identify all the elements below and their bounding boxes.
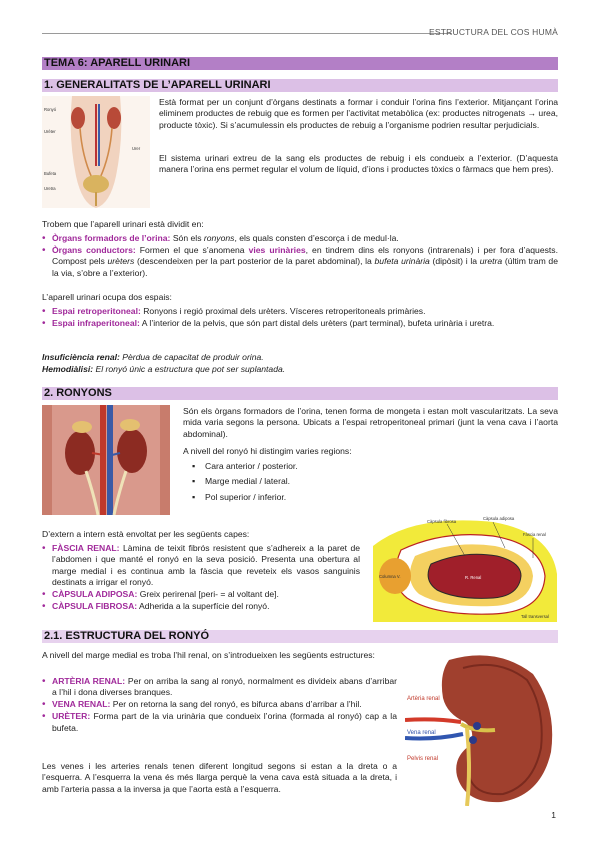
list-item-vena-renal: • VENA RENAL: Per on retorna la sang del ronyó, es bifurca abans d’arribar a l’hil. xyxy=(42,699,397,710)
list-item-capsula-fibrosa: • CÀPSULA FIBROSA: Adherida a la superfície del ronyó. xyxy=(42,601,360,612)
s2-p2: A nivell del ronyó hi distingim varies regions: xyxy=(183,446,352,456)
s21-closing: Les venes i les arteries renals tenen diferent longitud segons si estan a la dreta o a l’esquerra. A l’esquerra la vena és més llarga perquè la vena cava està situada a la dreta, i amb l’arteria passa a la inversa ja que l’aorta està a l’esquerra. xyxy=(42,761,397,794)
fig-label-arteria: Artèria renal xyxy=(407,696,440,702)
list-item-infraperitoneal: • Espai infraperitoneal: A l’interior de la pelvis, que són part distal dels urèters (part terminal), bufeta urinària i uretra. xyxy=(42,318,558,329)
fig-label-uretra: Uretra xyxy=(44,186,56,191)
s1-intro-p2: El sistema urinari extreu de la sang els productes de rebuig i els condueix a l’exterior. (D’aquesta manera l’orina ens permet regular el volum de líquid, d’ions i productes tòxics o fàrmacs que hem pres). xyxy=(159,153,558,175)
s2-layer-list xyxy=(42,543,360,613)
section-2-title: 2. RONYONS xyxy=(42,387,558,400)
fig-label-urer: Urer xyxy=(132,146,141,151)
label-capsula-adiposa: Càpsula adiposa xyxy=(483,516,515,521)
kidneys-anatomy-figure xyxy=(42,405,170,515)
list-item-ureter: • URÈTER: Forma part de la via urinària que condueix l’orina (formada al ronyó) cap a la bufeta. xyxy=(42,711,397,734)
urinary-system-figure xyxy=(42,96,150,208)
insuficiencia-renal: Insuficiència renal: Pèrdua de capacitat de produir orina. xyxy=(42,352,264,362)
header-rule xyxy=(42,33,452,34)
label-ronyo: R. Renal xyxy=(465,575,482,580)
s2-region-list xyxy=(183,461,558,507)
list-item-region: ▪ Pol superior / inferior. xyxy=(183,492,558,503)
label-tall-transversal: Tall transversal xyxy=(521,614,549,619)
label-capsula-fibrosa: Càpsula fibrosa xyxy=(427,519,457,524)
s2-p1: Són els òrgans formadors de l’orina, tenen forma de mongeta i estan molt vascularitzats. La seva mida varia segons la persona. Ubicats a l’espai retroperitoneal primari (junt la vena cava i l’aorta abdominal). xyxy=(183,406,558,439)
list-item-retroperitoneal: • Espai retroperitoneal: Ronyons i regió proximal dels urèters. Vísceres retroperitoneals primàries. xyxy=(42,306,558,317)
s1-divided: Trobem que l’aparell urinari està dividit en: xyxy=(42,219,204,229)
s1-organ-list xyxy=(42,233,558,280)
running-title: ESTRUCTURA DEL COS HUMÀ xyxy=(429,27,558,37)
s21-structure-list xyxy=(42,676,397,735)
fig-label-rinyo: Ronyó xyxy=(44,107,57,112)
label-columna: Columna V. xyxy=(379,574,401,579)
s1-intro-p1: Està format per un conjunt d’òrgans destinats a formar i conduir l’orina fins l’exterior. Mitjançant l’orina eliminem productes de rebuig que es formen per l’activitat metabòlica (ex: productes nitrogenats → urea, producte tòxic). Si s’acumulessin els productes de rebuig a l’organisme podrien resultar perjudicials. xyxy=(159,97,558,130)
section-1-title: 1. GENERALITATS DE L’APARELL URINARI xyxy=(42,79,558,92)
label-fascia-renal: Fàscia renal xyxy=(523,532,546,537)
page-number: 1 xyxy=(551,810,556,820)
list-item-region: ▪ Marge medial / lateral. xyxy=(183,476,558,487)
s1-spaces: L’aparell urinari ocupa dos espais: xyxy=(42,292,172,302)
fig-label-urter: Urèter xyxy=(44,129,56,134)
list-item-region: ▪ Cara anterior / posterior. xyxy=(183,461,558,472)
hemodialisi: Hemodiàlisi: El ronyó únic a estructura que pot ser suplantada. xyxy=(42,364,286,374)
list-item-conductors: • Òrgans conductors: Formen el que s’anomena vies urinàries, en tindrem dins els ronyons (intrarenals) i per fora d’aquests. Compost pels urèters (descendeixen per la part posterior de la paret abdominal), la bufeta urinària (dipòsit) i la uretra (últim tram de la via, s’obre a l’exterior). xyxy=(42,245,558,279)
list-item-capsula-adiposa: • CÀPSULA ADIPOSA: Greix perirenal [peri- = al voltant de]. xyxy=(42,589,360,600)
tema-title: TEMA 6: APARELL URINARI xyxy=(42,57,558,70)
fig-label-vena: Vena renal xyxy=(407,730,436,736)
s2-layers-intro: D’extern a intern està envoltat per les següents capes: xyxy=(42,529,250,539)
fig-label-pelvis: Pelvis renal xyxy=(407,756,439,762)
list-item-fascia-renal: • FÀSCIA RENAL: Làmina de teixit fibrós resistent que s’adhereix a la paret de l’abdomen i que manté el ronyó en la seva posició. Presenta una obertura al marge medial i es continua amb la fàscia que reveteix els vasos sanguinis destinats a irrigar el ronyó. xyxy=(42,543,360,589)
kidney-structure-figure xyxy=(405,648,558,806)
s21-intro: A nivell del marge medial es troba l’hil renal, on s’introdueixen les següents estructures: xyxy=(42,650,375,660)
fig-label-bufeta: Bufeta xyxy=(44,171,57,176)
s1-space-list xyxy=(42,306,558,330)
list-item-arteria-renal: • ARTÈRIA RENAL: Per on arriba la sang al ronyó, normalment es divideix abans d’arribar a l’hil i dona diverses branques. xyxy=(42,676,397,699)
list-item-formadors: • Òrgans formadors de l’orina: Són els ronyons, els quals consten d’escorça i de medul·la. xyxy=(42,233,558,244)
section-2-1-title: 2.1. ESTRUCTURA DEL RONYÓ xyxy=(42,630,558,643)
kidney-layers-diagram xyxy=(373,512,558,622)
